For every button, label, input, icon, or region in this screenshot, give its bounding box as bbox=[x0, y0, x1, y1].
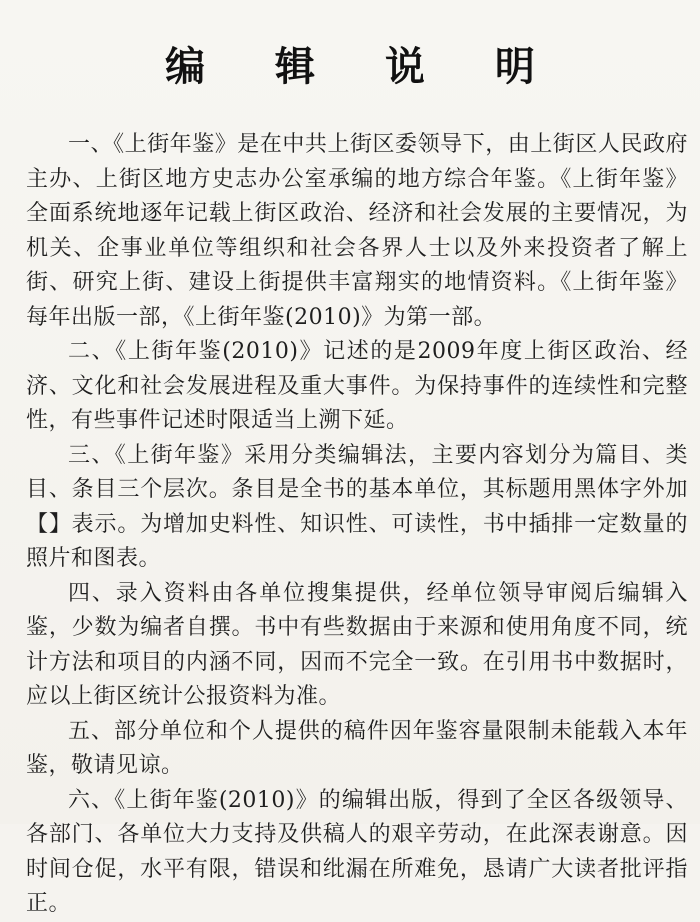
page-title: 编 辑 说 明 bbox=[165, 43, 563, 90]
paragraph-4: 四、录入资料由各单位搜集提供，经单位领导审阅后编辑入鉴，少数为编者自撰。书中有些数据由于来源和使用角度不同，统计方法和项目的内涵不同，因而不完全一致。在引用书中数据时，应以上街区统计公报资料为准。 bbox=[26, 580, 688, 709]
paragraph-5: 五、部分单位和个人提供的稿件因年鉴容量限制未能载入本年鉴，敬请见谅。 bbox=[26, 718, 688, 778]
paragraph-3: 三、《上街年鉴》采用分类编辑法，主要内容划分为篇目、类目、条目三个层次。条目是全书的基本单位，其标题用黑体字外加【】表示。为增加史料性、知识性、可读性，书中插排一定数量的照片和图表。 bbox=[26, 442, 688, 571]
paragraph-1: 一、《上街年鉴》是在中共上街区委领导下，由上街区人民政府主办、上街区地方史志办公室承编的地方综合年鉴。《上街年鉴》全面系统地逐年记载上街区政治、经济和社会发展的主要情况，为机关、企事业单位等组织和社会各界人士以及外来投资者了解上街、研究上街、建设上街提供丰富翔实的地情资料。《上街年鉴》每年出版一部，《上街年鉴(2010)》为第一部。 bbox=[26, 132, 688, 330]
paragraph-6: 六、《上街年鉴(2010)》的编辑出版，得到了全区各级领导、各部门、各单位大力支持及供稿人的艰辛劳动，在此深表谢意。因时间仓促，水平有限，错误和纰漏在所难免，恳请广大读者批评指正。 bbox=[26, 787, 688, 916]
paragraph-2: 二、《上街年鉴(2010)》记述的是2009年度上街区政治、经济、文化和社会发展进程及重大事件。为保持事件的连续性和完整性，有些事件记述时限适当上溯下延。 bbox=[26, 339, 688, 433]
document-body bbox=[26, 128, 688, 922]
